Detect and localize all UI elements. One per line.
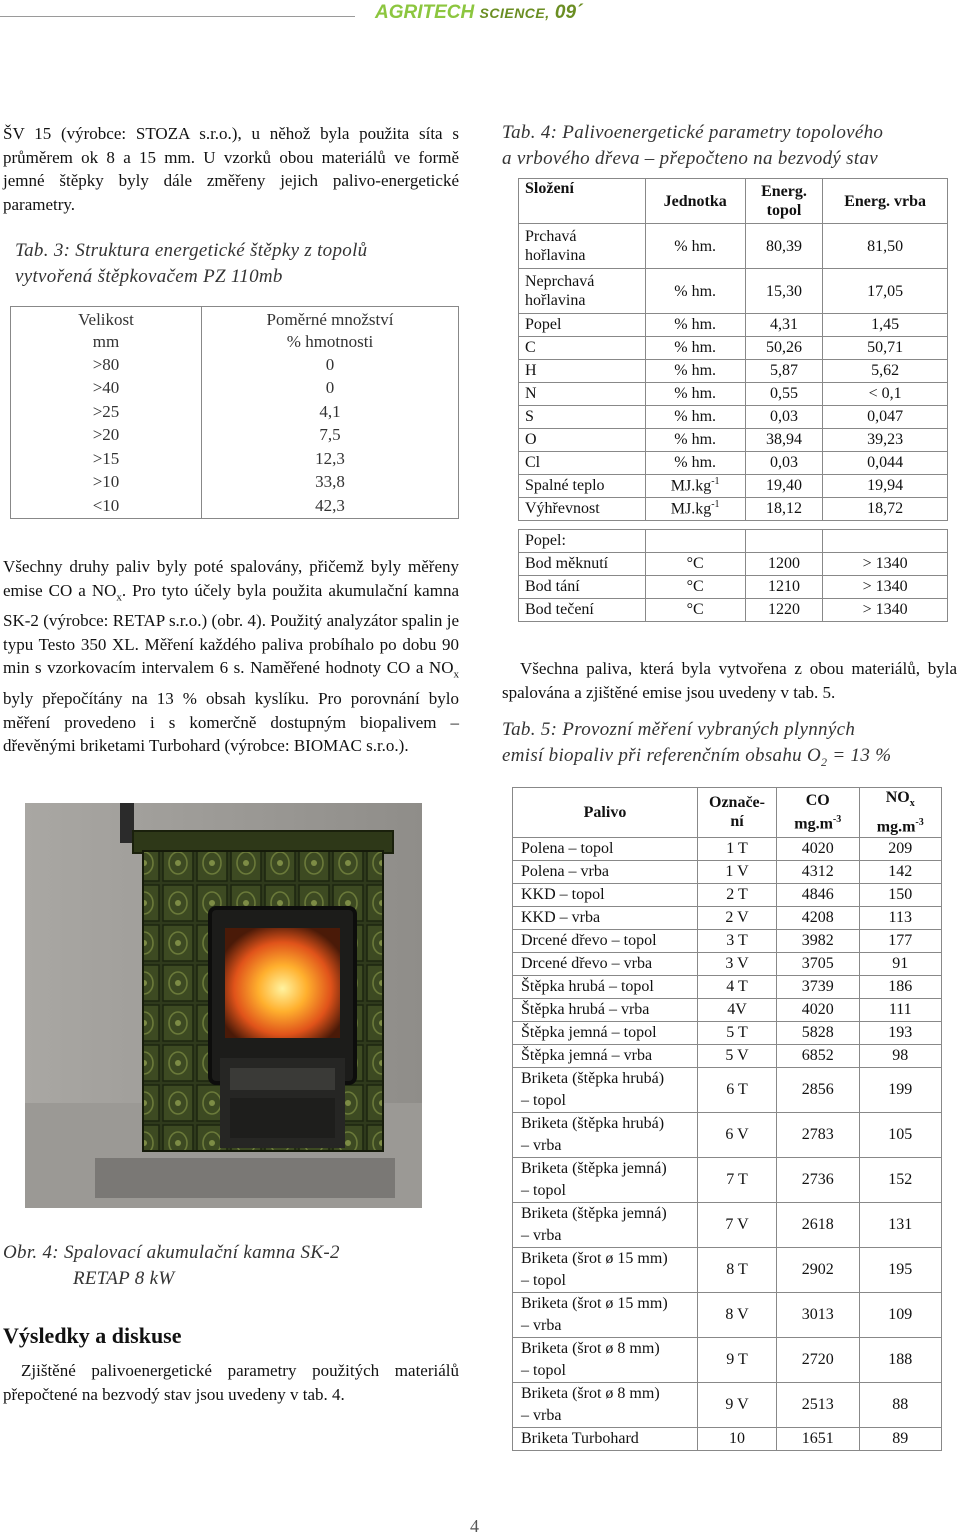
tab5-cell: 209 (859, 837, 942, 860)
tab5-cell: 4208 (777, 906, 860, 929)
tab3-cell: 4,1 (319, 401, 341, 421)
tab4-cell: 17,05 (823, 269, 948, 314)
tab5-cell: 113 (859, 906, 942, 929)
tab4-cell: 0,03 (745, 452, 822, 475)
tab4-cell: 15,30 (745, 269, 822, 314)
tab5-cell: 105 (859, 1112, 942, 1157)
tab5-cell: 8 T (698, 1247, 777, 1292)
page-number: 4 (470, 1516, 479, 1536)
tab3-header-size: Velikost mm (11, 307, 202, 354)
tab4-cell: S (519, 406, 646, 429)
table-row (513, 975, 942, 998)
tab4-cell: 1220 (745, 599, 822, 622)
table-row (513, 1337, 942, 1382)
tab4-cell (823, 530, 948, 553)
table-row (519, 314, 948, 337)
tab4-cell: Bod tání (519, 576, 646, 599)
tab4-cell: Cl (519, 452, 646, 475)
tab3-cell: >20 (11, 424, 202, 448)
table-row (11, 400, 459, 424)
tab4-cell: Prchavá hořlavina (519, 224, 646, 269)
tab4-cell: 1210 (745, 576, 822, 599)
tab3-cell: 0 (325, 354, 335, 374)
tab5-cell: Briketa (šrot ø 15 mm) – vrba (513, 1292, 698, 1337)
tab4-cell: °C (645, 599, 745, 622)
table-row (11, 471, 459, 495)
table-row (513, 883, 942, 906)
tab5-cell: Drcené dřevo – vrba (513, 952, 698, 975)
table-row (513, 1112, 942, 1157)
header-rule (0, 16, 355, 17)
tab5-cell: 2618 (777, 1202, 860, 1247)
tab4-cell: 19,40 (745, 475, 822, 498)
table-row (513, 1021, 942, 1044)
tab5-cell: 6852 (777, 1044, 860, 1067)
tab5-cell: 2856 (777, 1067, 860, 1112)
tab5-header-cell: $NO_x$ $mg.m^{-3}$ (859, 788, 942, 838)
tab4-cell: Výhřevnost (519, 498, 646, 521)
tab4-cell: C (519, 337, 646, 360)
tab5-cell: 199 (859, 1067, 942, 1112)
tab4-cell: Popel (519, 314, 646, 337)
tab4-cell: 4,31 (745, 314, 822, 337)
tab5-cell: Polena – vrba (513, 860, 698, 883)
table-row (513, 929, 942, 952)
tab4-cell: Popel: (519, 530, 646, 553)
tab5-cell: 10 (698, 1427, 777, 1450)
tab5-cell: 89 (859, 1427, 942, 1450)
tab5-cell: Štěpka hrubá – vrba (513, 998, 698, 1021)
table-row (513, 952, 942, 975)
tab3-cell: 33,8 (315, 472, 345, 492)
tab4-cell: 18,12 (745, 498, 822, 521)
table-row (519, 406, 948, 429)
tab5-cell: 195 (859, 1247, 942, 1292)
tab5-cell: 3013 (777, 1292, 860, 1337)
journal-brand: AGRITECH (375, 2, 475, 23)
tab3-cell: >10 (11, 471, 202, 495)
tab5-header-cell: CO $mg.m^{-3}$ (777, 788, 860, 838)
table-row (11, 447, 459, 471)
table-row (519, 553, 948, 576)
tab4-cell: $MJ.kg^{-1}$ (645, 475, 745, 498)
table-row (513, 1157, 942, 1202)
tab4-cell: 5,87 (745, 360, 822, 383)
tab5-cell: Briketa (šrot ø 8 mm) – topol (513, 1337, 698, 1382)
tab4-cell: 1,45 (823, 314, 948, 337)
tab4-cell: % hm. (645, 314, 745, 337)
tab5-cell: 6 T (698, 1067, 777, 1112)
tab5-cell: Briketa (štěpka jemná) – vrba (513, 1202, 698, 1247)
tab4-cell: 0,55 (745, 383, 822, 406)
tab4-cell: Bod měknutí (519, 553, 646, 576)
table-row (513, 1382, 942, 1427)
tab4-cell: °C (645, 576, 745, 599)
tab5-cell: 4312 (777, 860, 860, 883)
table-row (519, 576, 948, 599)
tab4-gap-row (519, 521, 948, 530)
tab5-cell: 3739 (777, 975, 860, 998)
table-row (513, 1067, 942, 1112)
tab4-cell: % hm. (645, 452, 745, 475)
tab5-cell: 4V (698, 998, 777, 1021)
tab3-cell: >25 (11, 400, 202, 424)
tab5-cell: 4 T (698, 975, 777, 998)
tab5-cell: 3 V (698, 952, 777, 975)
tab4-cell: $MJ.kg^{-1}$ (645, 498, 745, 521)
tab5-cell: 88 (859, 1382, 942, 1427)
tab4-cell: 81,50 (823, 224, 948, 269)
tab5-cell: Štěpka jemná – vrba (513, 1044, 698, 1067)
tab4-header-row (519, 179, 948, 224)
tab4-cell: % hm. (645, 337, 745, 360)
table-row (513, 1247, 942, 1292)
tab5-header-cell: Označe- ní (698, 788, 777, 838)
tab5-cell: 5 V (698, 1044, 777, 1067)
table-row (513, 998, 942, 1021)
tab4-cell: Bod tečení (519, 599, 646, 622)
tab4-header-cell: Složení (519, 179, 646, 224)
tab5-cell: 152 (859, 1157, 942, 1202)
tab5-cell: Briketa (štěpka hrubá) – vrba (513, 1112, 698, 1157)
tab4-cell: > 1340 (823, 599, 948, 622)
tab3-cell: >15 (11, 447, 202, 471)
tab4-header-cell: Energ. topol (745, 179, 822, 224)
tab3-cell: 42,3 (315, 495, 345, 515)
tab5-cell: 150 (859, 883, 942, 906)
emissions-paragraph: Všechna paliva, která byla vytvořena z obou materiálů, byla spalována a zjištěné emise jsou uvedeny v tab. 5. (502, 659, 957, 702)
tab5-cell: Briketa (šrot ø 8 mm) – vrba (513, 1382, 698, 1427)
tab4-cell: 18,72 (823, 498, 948, 521)
tab4-cell: °C (645, 553, 745, 576)
table-row (513, 1292, 942, 1337)
table-row (11, 353, 459, 377)
tab4-cell: Spalné teplo (519, 475, 646, 498)
tab4-caption: Tab. 4: Palivoenergetické parametry topolového a vrbového dřeva – přepočteno na bezvodý stav (502, 122, 884, 169)
tab3-header-row (11, 307, 459, 354)
tab5-cell: 9 V (698, 1382, 777, 1427)
tab5-cell: 6 V (698, 1112, 777, 1157)
tab4-cell: 50,26 (745, 337, 822, 360)
tab3-caption: Tab. 3: Struktura energetické štěpky z topolů vytvořená štěpkovačem PZ 110mb (15, 240, 368, 287)
tab5-cell: 98 (859, 1044, 942, 1067)
tab3-cell: 0 (325, 378, 335, 398)
tab4-cell: % hm. (645, 406, 745, 429)
tab4-cell: % hm. (645, 224, 745, 269)
tab5-cell: Briketa (štěpka jemná) – topol (513, 1157, 698, 1202)
figure-caption: Obr. 4: Spalovací akumulační kamna SK-2 RETAP 8 kW (3, 1242, 340, 1289)
tab5-cell: 131 (859, 1202, 942, 1247)
tab5-cell: 2783 (777, 1112, 860, 1157)
tab3-cell: <10 (11, 494, 202, 518)
stove-photo (25, 803, 422, 1208)
tab5-cell: Polena – topol (513, 837, 698, 860)
table-row (513, 1044, 942, 1067)
tab5-cell: 3705 (777, 952, 860, 975)
tab3-header-amount: Poměrné množství % hmotnosti (266, 310, 394, 351)
tab5-cell: 1 V (698, 860, 777, 883)
intro-paragraph: ŠV 15 (výrobce: STOZA s.r.o.), u něhož byla použita síta s průměrem ok 8 a 15 mm. U vzorků obou materiálů ve formě jemné štěpky byly dále změřeny jejich palivo-energetické parametry. (3, 124, 459, 214)
tab5-cell: Štěpka hrubá – topol (513, 975, 698, 998)
tab5-cell: Drcené dřevo – topol (513, 929, 698, 952)
tab4-cell: 5,62 (823, 360, 948, 383)
tab5-cell: 4846 (777, 883, 860, 906)
tab5-cell: 188 (859, 1337, 942, 1382)
table-row (519, 475, 948, 498)
table-row (519, 530, 948, 553)
tab4-cell: % hm. (645, 269, 745, 314)
tab4-header-cell: Energ. vrba (823, 179, 948, 224)
table-row (513, 860, 942, 883)
tab5-cell: 4020 (777, 837, 860, 860)
tab4-header-cell: Jednotka (645, 179, 745, 224)
table-row (11, 494, 459, 518)
tab3-cell: >80 (11, 353, 202, 377)
table-row (519, 383, 948, 406)
tab3-cell: 7,5 (319, 425, 341, 445)
journal-header (375, 2, 582, 24)
table-row (11, 424, 459, 448)
journal-science: SCIENCE, (479, 5, 550, 21)
tab4-cell: < 0,1 (823, 383, 948, 406)
table-row (519, 360, 948, 383)
tab4-cell: 0,03 (745, 406, 822, 429)
tab5-cell: 1651 (777, 1427, 860, 1450)
tab4-cell: 1200 (745, 553, 822, 576)
tab5-cell: 2736 (777, 1157, 860, 1202)
tab4-cell: 50,71 (823, 337, 948, 360)
table-row (519, 498, 948, 521)
tab5-table (512, 787, 942, 1451)
table-row (519, 224, 948, 269)
tab5-cell: 193 (859, 1021, 942, 1044)
table-row (519, 337, 948, 360)
tab5-cell: 109 (859, 1292, 942, 1337)
tab5-header-cell: Palivo (513, 788, 698, 838)
tab4-cell: 0,044 (823, 452, 948, 475)
tab4-cell: > 1340 (823, 553, 948, 576)
tab4-cell: % hm. (645, 383, 745, 406)
tab4-cell: 38,94 (745, 429, 822, 452)
tab5-cell: Briketa (štěpka hrubá) – topol (513, 1067, 698, 1112)
tab5-cell: 9 T (698, 1337, 777, 1382)
tab5-cell: 186 (859, 975, 942, 998)
tab5-cell: 7 V (698, 1202, 777, 1247)
tab5-cell: 142 (859, 860, 942, 883)
tab5-cell: 111 (859, 998, 942, 1021)
table-row (11, 377, 459, 401)
tab5-cell: 177 (859, 929, 942, 952)
tab4-cell: % hm. (645, 360, 745, 383)
tab5-cell: 2513 (777, 1382, 860, 1427)
tab4-cell: 0,047 (823, 406, 948, 429)
section-heading: Výsledky a diskuse (3, 1323, 182, 1348)
tab5-cell: 2 V (698, 906, 777, 929)
table-row (519, 429, 948, 452)
tab5-header-row (513, 788, 942, 838)
tab4-cell: > 1340 (823, 576, 948, 599)
tab4-cell: 19,94 (823, 475, 948, 498)
methods-paragraph: Všechny druhy paliv byly poté spalovány, přičemž byly měřeny emise CO a $NO_x$. Pro tyto účely byla použita akumulační kamna SK-2 (výrobce: RETAP s.r.o.) (obr. 4). Použitý analyzátor spalin je typu Testo 350 XL. Měření každého paliva probíhalo po dobu 90 min s vzorkovacím intervalem 6 s. Naměřené hodnoty CO a $NO_x$ byly přepočítány na 13 % obsah kyslíku. Pro porovnání bylo měření provedeno i s komerčně dostupným biopalivem – dřevěnými briketami Turbohard (výrobce: BIOMAC s.r.o.). (3, 557, 459, 756)
tab5-caption: Tab. 5: Provozní měření vybraných plynných emisí biopaliv při referenčním obsahu $O_2 = 13$ % (502, 719, 892, 769)
table-row (513, 837, 942, 860)
tab5-cell: 7 T (698, 1157, 777, 1202)
tab4-cell (745, 530, 822, 553)
tab5-cell: 3 T (698, 929, 777, 952)
tab4-table (518, 178, 948, 622)
tab4-cell: % hm. (645, 429, 745, 452)
tab5-cell: 2 T (698, 883, 777, 906)
tab5-cell: Briketa Turbohard (513, 1427, 698, 1450)
tab5-cell: 2720 (777, 1337, 860, 1382)
tab3-cell: 12,3 (315, 448, 345, 468)
tab5-cell: KKD – vrba (513, 906, 698, 929)
tab4-cell (645, 530, 745, 553)
tab5-cell: Briketa (šrot ø 15 mm) – topol (513, 1247, 698, 1292)
tab5-cell: 1 T (698, 837, 777, 860)
tab3-table (10, 306, 459, 519)
tab4-cell: Neprchavá hořlavina (519, 269, 646, 314)
tab3-cell: >40 (11, 377, 202, 401)
results-paragraph: Zjištěné palivoenergetické parametry použitých materiálů přepočtené na bezvodý stav jsou uvedeny v tab. 4. (3, 1361, 459, 1404)
tab5-cell: 2902 (777, 1247, 860, 1292)
tab4-cell: O (519, 429, 646, 452)
tab5-cell: 91 (859, 952, 942, 975)
tab4-cell: N (519, 383, 646, 406)
journal-issue: 09´ (554, 2, 583, 23)
table-row (513, 906, 942, 929)
table-row (513, 1427, 942, 1450)
tab4-cell: 80,39 (745, 224, 822, 269)
table-row (513, 1202, 942, 1247)
tab5-cell: 3982 (777, 929, 860, 952)
tab5-cell: Štěpka jemná – topol (513, 1021, 698, 1044)
tab4-cell: H (519, 360, 646, 383)
tab5-cell: 5 T (698, 1021, 777, 1044)
table-row (519, 452, 948, 475)
table-row (519, 599, 948, 622)
tab5-cell: 5828 (777, 1021, 860, 1044)
tab5-cell: 4020 (777, 998, 860, 1021)
tab4-cell: 39,23 (823, 429, 948, 452)
tab5-cell: KKD – topol (513, 883, 698, 906)
tab5-cell: 8 V (698, 1292, 777, 1337)
table-row (519, 269, 948, 314)
